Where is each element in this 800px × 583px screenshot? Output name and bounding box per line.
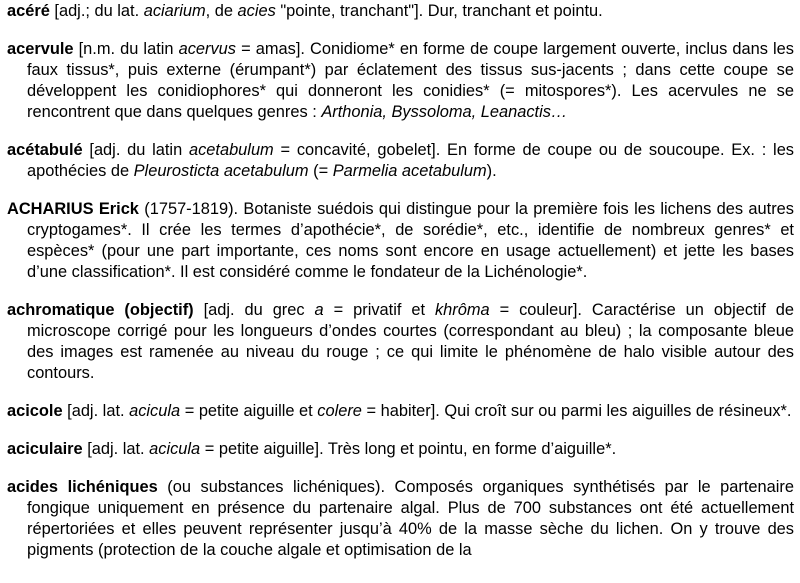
entry-text: = petite aiguille et <box>180 402 318 420</box>
entry-text: = petite aiguille]. Très long et pointu, en forme d’aiguille*. <box>200 440 617 458</box>
entry-text: (= <box>308 162 333 180</box>
entry-text: ). <box>486 162 497 180</box>
entry-text-italic: acervus <box>178 40 236 58</box>
entry-text-italic: acetabulum <box>188 141 274 159</box>
glossary-entry-achromatique <box>7 300 794 384</box>
entry-text-italic: a <box>314 301 324 319</box>
entry-term: achromatique (objectif) <box>7 301 194 319</box>
entry-text-italic: Parmelia acetabulum <box>332 162 487 180</box>
entry-term: aciculaire <box>7 440 83 458</box>
entry-text: = couleur]. Caractérise un objectif de microscope corrigé pour les longueurs d’ondes courtes (correspondant au bleu) ; la composante bleue des images est ramenée au niveau du rouge ; ce qui limite le phénomène de halo visible autour des contours. <box>27 301 794 382</box>
entry-text: (ou substances lichéniques). Composés organiques synthétisés par le partenaire fongique uniquement en présence du partenaire algal. Plus de 700 substances ont été actuellement répertoriées et elles peuvent représenter jusqu’à 40% de la masse sèche du lichen. On y trouve des pigments (protection de la couche algale et optimisation de la <box>27 478 794 559</box>
entry-text: (1757-1819). Botaniste suédois qui distingue pour la première fois les lichens des autres cryptogames*. Il crée les termes d’apothécie*, de sorédie*, etc., identifie de nombreux genres* et espèces* (pour une part importante, ces noms sont encore en usage actuellement) et jette les bases d’une classification*. Il est considéré comme le fondateur de la Lichénologie*. <box>27 200 794 281</box>
entry-text: = habiter]. Qui croît sur ou parmi les aiguilles de résineux*. <box>361 402 792 420</box>
entry-text: "pointe, tranchant"]. Dur, tranchant et pointu. <box>275 2 603 20</box>
entry-text-italic: aciarium <box>143 2 206 20</box>
glossary-entry-acere <box>7 1 794 22</box>
entry-text-italic: colere <box>317 402 362 420</box>
entry-text: , de <box>205 2 238 20</box>
entry-text-italic: acies <box>237 2 276 20</box>
entry-text-italic: khrôma <box>434 301 490 319</box>
glossary-entry-acervule <box>7 39 794 123</box>
entry-text-italic: acicula <box>129 402 181 420</box>
glossary-entry-aciculaire <box>7 439 794 460</box>
entry-text-italic: Pleurosticta acetabulum <box>133 162 309 180</box>
entry-text: [adj. lat. <box>62 402 130 420</box>
glossary-entry-acharius <box>7 199 794 283</box>
entry-term: acervule <box>7 40 74 58</box>
entry-text: [adj.; du lat. <box>49 2 144 20</box>
glossary-entry-acicole <box>7 401 794 422</box>
entry-term: acides lichéniques <box>7 478 158 496</box>
entry-text-italic: acicula <box>149 440 201 458</box>
entry-text: [adj. lat. <box>82 440 150 458</box>
entry-text: [n.m. du latin <box>73 40 179 58</box>
glossary-entry-acetabule <box>7 140 794 182</box>
glossary-entry-acides-licheniques <box>7 477 794 561</box>
entry-term: acicole <box>7 402 63 420</box>
entry-text-italic: Arthonia, Byssoloma, Leanactis… <box>321 103 568 121</box>
entry-text: [adj. du grec <box>193 301 315 319</box>
entry-term: acétabulé <box>7 141 83 159</box>
entry-text: = privatif et <box>323 301 435 319</box>
entry-text: [adj. du latin <box>82 141 189 159</box>
entry-term: acéré <box>7 2 50 20</box>
entry-text: = amas]. Conidiome* en forme de coupe largement ouverte, inclus dans les faux tissus*, puis externe (érumpant*) par éclatement des tissus sus-jacents ; dans cette coupe se développent les conidiophores* qui donneront les conidies* (= mitospores*). Les acervules ne se rencontrent que dans quelques genres : <box>27 40 794 121</box>
entry-text: = concavité, gobelet]. En forme de coupe ou de soucoupe. Ex. : les apothécies de <box>27 141 795 180</box>
entry-term: ACHARIUS Erick <box>7 200 139 218</box>
